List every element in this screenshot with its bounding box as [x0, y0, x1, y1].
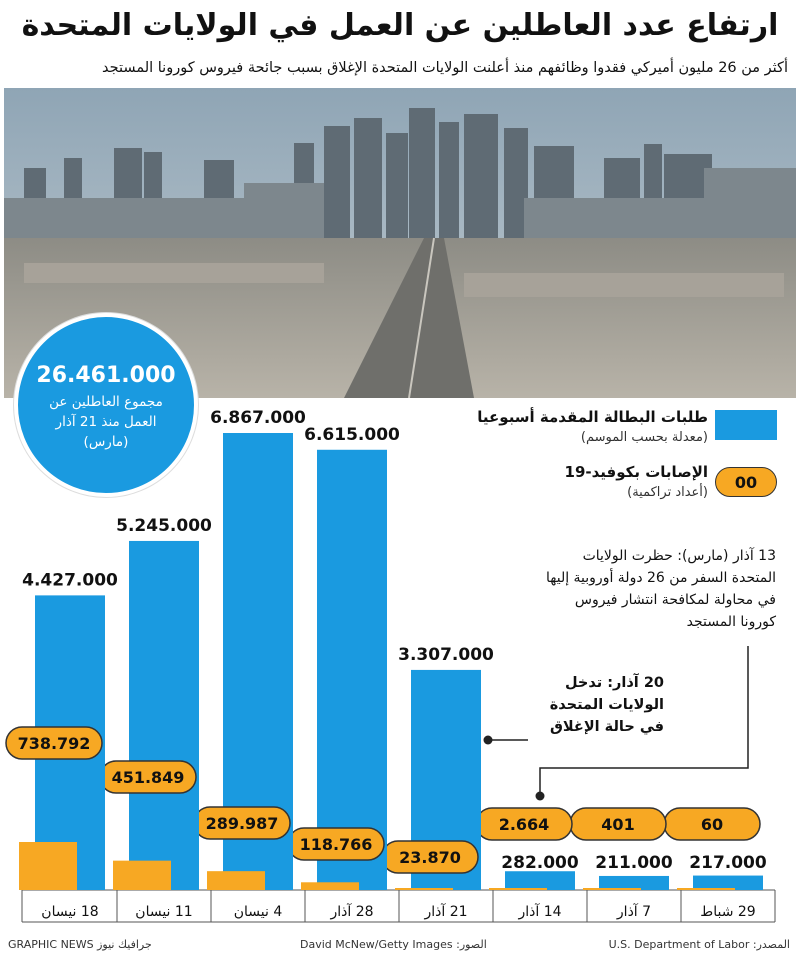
cases-value-label: 2.664: [498, 815, 550, 834]
claims-value-label: 217.000: [689, 853, 767, 873]
annotation-mar13-leader: [540, 646, 748, 796]
annotation-mar13-dot: [536, 792, 545, 801]
total-label: مجموع العاطلين عن العمل منذ 21 آذار (مارس): [49, 394, 163, 450]
category-label: 21 آذار: [424, 904, 468, 920]
chart-subtitle: أكثر من 26 مليون أميركي فقدوا وظائفهم منذ أعلنت الولايات المتحدة الإغلاق بسبب جائحة فيروس كورونا المستجد: [102, 60, 788, 76]
cases-bar: [207, 871, 265, 890]
claims-bar: [129, 541, 199, 890]
category-label: 7 آذار: [616, 904, 652, 920]
claims-value-label: 211.000: [595, 853, 673, 873]
claims-bar: [505, 871, 575, 890]
claims-bar: [693, 876, 763, 890]
cases-value-label: 60: [700, 815, 724, 834]
cases-bar: [489, 888, 547, 890]
legend-claims-label: طلبات البطالة المقدمة أسبوعيا: [477, 408, 708, 426]
claims-bar: [317, 450, 387, 890]
cases-value-label: 289.987: [205, 814, 279, 833]
chart-title: ارتفاع عدد العاطلين عن العمل في الولايات المتحدة: [21, 8, 779, 43]
cases-value-label: 118.766: [299, 835, 373, 854]
footer-credit: GRAPHIC NEWS جرافيك نيوز: [8, 938, 152, 951]
legend-cases-label: الإصابات بكوفيد-19: [564, 463, 708, 481]
cases-value-label: 738.792: [17, 734, 91, 753]
legend-cases-swatch: 00: [715, 467, 777, 497]
annotation-mar20: 20 آذار: تدخل الولايات المتحدة في حالة الإغلاق: [549, 675, 664, 735]
footer-photo-credit: David McNew/Getty Images :الصور: [300, 938, 487, 951]
footer-source: المصدر: U.S. Department of Labor: [608, 938, 790, 951]
cases-value-label: 401: [601, 815, 635, 834]
cases-bar: [113, 861, 171, 890]
total-number: 26.461.000: [36, 363, 176, 388]
category-label: 14 آذار: [518, 904, 562, 920]
legend-cases-sub: (أعداد تراكمية): [627, 485, 708, 500]
cases-bar: [301, 882, 359, 890]
category-label: 28 آذار: [330, 904, 374, 920]
claims-value-label: 282.000: [501, 853, 579, 873]
annotation-mar13: 13 آذار (مارس): حظرت الولايات المتحدة السفر من 26 دولة أوروبية إليها في محاولة لمكافحة انتشار فيروس كورونا المستجد: [546, 548, 776, 630]
category-label: 4 نيسان: [233, 904, 283, 920]
category-label: 18 نيسان: [41, 904, 99, 920]
cases-value-label: 23.870: [399, 848, 461, 867]
claims-value-label: 3.307.000: [398, 644, 494, 665]
cases-bar: [395, 888, 453, 890]
legend-claims-sub: (معدلة بحسب الموسم): [580, 430, 708, 445]
cases-bar: [677, 888, 735, 890]
cases-bar: [583, 888, 641, 890]
cases-bar: [19, 842, 77, 890]
claims-value-label: 5.245.000: [116, 515, 212, 536]
category-label: 29 شباط: [700, 904, 756, 920]
claims-value-label: 4.427.000: [22, 570, 118, 591]
category-label: 11 نيسان: [135, 904, 193, 920]
claims-value-label: 6.615.000: [304, 424, 400, 445]
cases-value-label: 451.849: [111, 768, 185, 787]
claims-value-label: 6.867.000: [210, 408, 306, 428]
claims-bar: [599, 876, 669, 890]
annotation-mar20-dot: [484, 736, 493, 745]
